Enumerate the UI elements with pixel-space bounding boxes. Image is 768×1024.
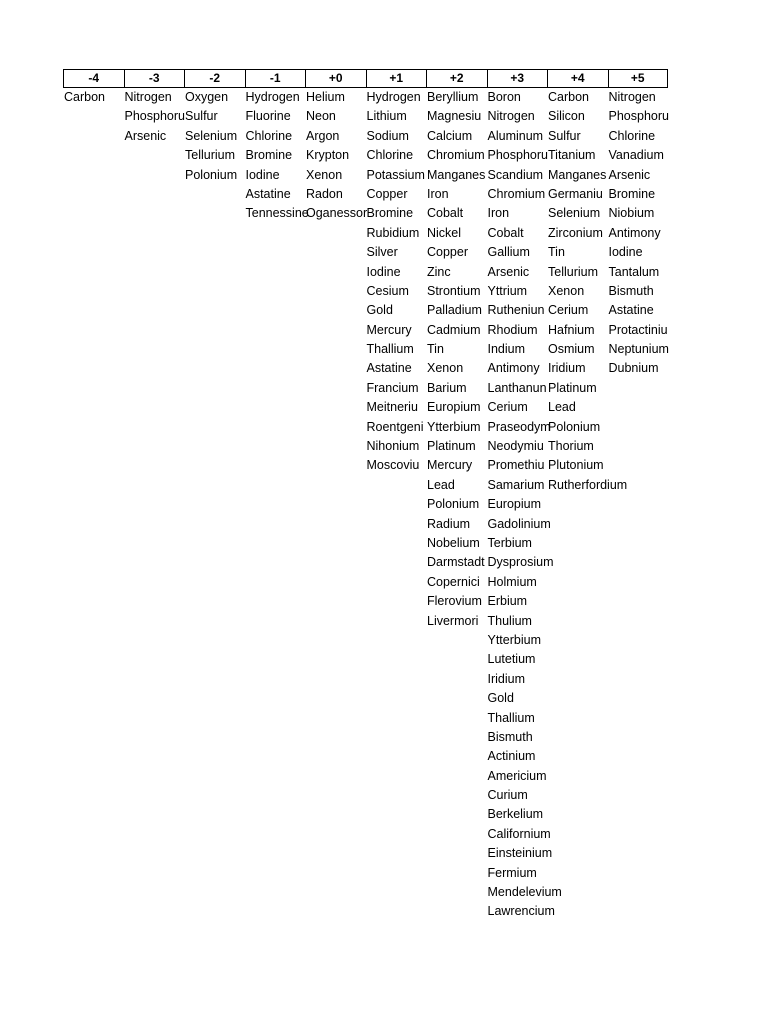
- element-cell[interactable]: Zirconium: [548, 225, 603, 240]
- element-cell[interactable]: Argon: [306, 128, 340, 143]
- element-cell[interactable]: Einsteinium: [487, 846, 553, 861]
- element-cell[interactable]: Ytterbium: [427, 419, 481, 434]
- element-cell[interactable]: Livermori: [427, 613, 479, 628]
- element-cell[interactable]: Polonium: [548, 419, 601, 434]
- element-cell[interactable]: Californium: [487, 826, 551, 841]
- element-cell[interactable]: Iodine: [608, 245, 643, 260]
- element-cell[interactable]: Rutherfordium: [548, 477, 628, 492]
- element-cell[interactable]: Meitneriu: [366, 400, 418, 415]
- element-cell[interactable]: Osmium: [548, 342, 595, 357]
- element-cell[interactable]: Selenium: [548, 206, 601, 221]
- element-cell[interactable]: Gadolinium: [487, 516, 551, 531]
- column-header[interactable]: +1: [366, 69, 427, 88]
- element-cell[interactable]: Copper: [427, 245, 468, 260]
- element-cell[interactable]: Moscoviu: [366, 458, 420, 473]
- element-cell[interactable]: Palladium: [427, 303, 482, 318]
- element-cell[interactable]: Rhodium: [487, 322, 538, 337]
- element-cell[interactable]: Xenon: [427, 361, 464, 376]
- element-cell[interactable]: Barium: [427, 380, 467, 395]
- element-cell[interactable]: Hafnium: [548, 322, 595, 337]
- element-cell[interactable]: Tantalum: [608, 264, 660, 279]
- element-cell[interactable]: Tellurium: [185, 148, 236, 163]
- element-cell[interactable]: Bismuth: [487, 729, 533, 744]
- element-cell[interactable]: Erbium: [487, 594, 528, 609]
- column-header[interactable]: -4: [63, 69, 124, 88]
- element-cell[interactable]: Arsenic: [124, 128, 167, 143]
- element-cell[interactable]: Roentgeni: [366, 419, 424, 434]
- element-cell[interactable]: Zinc: [427, 264, 451, 279]
- element-cell[interactable]: Nitrogen: [608, 90, 656, 104]
- element-cell[interactable]: Astatine: [245, 186, 291, 201]
- element-cell[interactable]: Sulfur: [185, 109, 218, 124]
- element-cell[interactable]: Hydrogen: [366, 90, 421, 104]
- element-cell[interactable]: Gold: [366, 303, 393, 318]
- column-minus-1: [245, 69, 309, 922]
- element-cell[interactable]: Copernici: [427, 574, 480, 589]
- element-cell[interactable]: Manganes: [548, 167, 607, 182]
- element-cell[interactable]: Cobalt: [427, 206, 464, 221]
- element-cell[interactable]: Calcium: [427, 128, 473, 143]
- element-cell[interactable]: Xenon: [306, 167, 343, 182]
- element-cell[interactable]: Gold: [487, 691, 514, 706]
- element-cell[interactable]: Manganes: [427, 167, 486, 182]
- element-cell[interactable]: Polonium: [185, 167, 238, 182]
- element-cell[interactable]: Praseodym: [487, 419, 551, 434]
- element-cell[interactable]: Aluminum: [487, 128, 544, 143]
- element-cell[interactable]: Phosphoru: [608, 109, 669, 124]
- element-cell[interactable]: Xenon: [548, 283, 585, 298]
- element-cell[interactable]: Arsenic: [487, 264, 530, 279]
- element-cell[interactable]: Helium: [306, 90, 345, 104]
- element-cell[interactable]: Phosphoru: [124, 109, 185, 124]
- element-cell[interactable]: Niobium: [608, 206, 655, 221]
- element-cell[interactable]: Mercury: [366, 322, 412, 337]
- element-cell[interactable]: Iodine: [366, 264, 401, 279]
- element-cell[interactable]: Beryllium: [427, 90, 479, 104]
- element-cell[interactable]: Flerovium: [427, 594, 482, 609]
- column-header[interactable]: -2: [184, 69, 245, 88]
- element-cell[interactable]: Cobalt: [487, 225, 524, 240]
- element-cell[interactable]: Strontium: [427, 283, 481, 298]
- column-minus-4: [63, 69, 124, 922]
- element-cell[interactable]: Silver: [366, 245, 398, 260]
- element-cell[interactable]: Hydrogen: [245, 90, 300, 104]
- column-zero: [305, 69, 366, 922]
- column-header[interactable]: +3: [487, 69, 548, 88]
- element-cell[interactable]: Carbon: [548, 90, 589, 104]
- element-cell[interactable]: Iron: [427, 186, 449, 201]
- column-plus-2: [426, 69, 487, 922]
- element-cell[interactable]: Radium: [427, 516, 471, 531]
- element-cell[interactable]: Astatine: [608, 303, 654, 318]
- element-cell[interactable]: Titanium: [548, 148, 596, 163]
- element-cell[interactable]: Platinum: [427, 439, 476, 454]
- column-header[interactable]: +0: [305, 69, 366, 88]
- element-cell[interactable]: Lanthanun: [487, 380, 547, 395]
- element-cell[interactable]: Neon: [306, 109, 336, 124]
- element-cell[interactable]: Rutheniun: [487, 303, 545, 318]
- element-cell[interactable]: Antimony: [608, 225, 661, 240]
- element-cell[interactable]: Magnesiu: [427, 109, 482, 124]
- element-cell[interactable]: Americium: [487, 768, 547, 783]
- element-cell[interactable]: Iron: [487, 206, 510, 221]
- element-cell[interactable]: Chlorine: [366, 148, 414, 163]
- element-cell[interactable]: Sodium: [366, 128, 409, 143]
- element-cell[interactable]: Phosphoru: [487, 148, 548, 163]
- element-cell[interactable]: Chlorine: [245, 128, 293, 143]
- column-minus-2: [184, 69, 245, 922]
- element-cell[interactable]: Thulium: [487, 613, 532, 628]
- element-cell[interactable]: Lithium: [366, 109, 407, 124]
- column-header[interactable]: +4: [547, 69, 608, 88]
- element-cell[interactable]: Sulfur: [548, 128, 581, 143]
- element-cell[interactable]: Lutetium: [487, 652, 536, 667]
- element-cell[interactable]: Chromium: [427, 148, 485, 163]
- element-cell[interactable]: Iridium: [548, 361, 586, 376]
- element-cell[interactable]: Iodine: [245, 167, 280, 182]
- element-cell[interactable]: Iridium: [487, 671, 526, 686]
- element-cell[interactable]: Mendelevium: [487, 885, 562, 900]
- element-cell[interactable]: Gallium: [487, 245, 530, 260]
- element-cell[interactable]: Thallium: [487, 710, 535, 725]
- column-header[interactable]: -3: [124, 69, 185, 88]
- element-cell[interactable]: Yttrium: [487, 283, 528, 298]
- oxidation-state-table: [63, 69, 668, 922]
- column-header[interactable]: -1: [245, 69, 306, 88]
- element-cell[interactable]: Potassium: [366, 167, 425, 182]
- element-cell[interactable]: Cerium: [548, 303, 589, 318]
- element-cell[interactable]: Chlorine: [608, 128, 656, 143]
- element-cell[interactable]: Oganessor: [306, 206, 368, 221]
- element-cell[interactable]: Antimony: [487, 361, 540, 376]
- element-cell[interactable]: Nitrogen: [124, 90, 172, 104]
- element-cell[interactable]: Cerium: [487, 400, 528, 415]
- element-cell[interactable]: Oxygen: [185, 90, 229, 104]
- element-cell[interactable]: Silicon: [548, 109, 585, 124]
- column-plus-5: [608, 69, 669, 922]
- element-cell[interactable]: Fermium: [487, 865, 537, 880]
- element-cell[interactable]: Lawrencium: [487, 904, 555, 919]
- element-cell[interactable]: Samarium: [487, 477, 545, 492]
- element-cell[interactable]: Bismuth: [608, 283, 654, 298]
- element-cell[interactable]: Krypton: [306, 148, 350, 163]
- column-header[interactable]: +2: [426, 69, 487, 88]
- element-cell[interactable]: Astatine: [366, 361, 412, 376]
- element-cell[interactable]: Plutonium: [548, 458, 604, 473]
- element-cell[interactable]: Scandium: [487, 167, 544, 182]
- element-cell[interactable]: Nobelium: [427, 535, 480, 550]
- element-cell[interactable]: Tennessine: [245, 206, 309, 221]
- element-cell[interactable]: Boron: [487, 90, 521, 104]
- element-cell[interactable]: Berkelium: [487, 807, 544, 822]
- element-cell[interactable]: Platinum: [548, 380, 597, 395]
- element-cell[interactable]: Neodymiu: [487, 439, 544, 454]
- element-cell[interactable]: Bromine: [245, 148, 293, 163]
- element-cell[interactable]: Polonium: [427, 497, 480, 512]
- element-cell[interactable]: Neptunium: [608, 342, 669, 357]
- element-cell[interactable]: Nitrogen: [487, 109, 535, 124]
- element-cell[interactable]: Holmium: [487, 574, 537, 589]
- column-header[interactable]: +5: [608, 69, 669, 88]
- element-cell[interactable]: Indium: [487, 342, 526, 357]
- element-cell[interactable]: Germaniu: [548, 186, 603, 201]
- element-cell[interactable]: Lead: [427, 477, 455, 492]
- element-cell[interactable]: Cadmium: [427, 322, 481, 337]
- element-cell[interactable]: Actinium: [487, 749, 536, 764]
- element-cell[interactable]: Copper: [366, 186, 408, 201]
- element-cell[interactable]: Tin: [548, 245, 565, 260]
- element-cell[interactable]: Rubidium: [366, 225, 420, 240]
- element-cell[interactable]: Bromine: [608, 186, 656, 201]
- element-cell[interactable]: Nihonium: [366, 439, 420, 454]
- element-cell[interactable]: Tin: [427, 342, 444, 357]
- element-cell[interactable]: Ytterbium: [487, 632, 541, 647]
- element-cell[interactable]: Vanadium: [608, 148, 664, 163]
- element-cell[interactable]: Thallium: [366, 342, 414, 357]
- element-cell[interactable]: Darmstadt: [427, 555, 485, 570]
- element-cell[interactable]: Chromium: [487, 186, 546, 201]
- element-cell[interactable]: Terbium: [487, 535, 532, 550]
- element-cell[interactable]: Selenium: [185, 128, 238, 143]
- element-cell[interactable]: Arsenic: [608, 167, 651, 182]
- element-cell[interactable]: Dysprosium: [487, 555, 554, 570]
- element-cell[interactable]: Promethiu: [487, 458, 545, 473]
- element-cell[interactable]: Tellurium: [548, 264, 599, 279]
- element-cell[interactable]: Dubnium: [608, 361, 659, 376]
- element-cell[interactable]: Thorium: [548, 439, 594, 454]
- element-cell[interactable]: Curium: [487, 788, 528, 803]
- element-cell[interactable]: Radon: [306, 186, 343, 201]
- element-cell[interactable]: Carbon: [64, 90, 105, 104]
- element-cell[interactable]: Europium: [487, 497, 541, 512]
- element-cell[interactable]: Bromine: [366, 206, 414, 221]
- column-plus-1: [366, 69, 427, 922]
- element-cell[interactable]: Mercury: [427, 458, 473, 473]
- element-cell[interactable]: Cesium: [366, 283, 409, 298]
- element-cell[interactable]: Europium: [427, 400, 481, 415]
- element-cell[interactable]: Francium: [366, 380, 419, 395]
- column-minus-3: [124, 69, 185, 922]
- element-cell[interactable]: Fluorine: [245, 109, 291, 124]
- element-cell[interactable]: Nickel: [427, 225, 462, 240]
- element-cell[interactable]: Protactiniu: [608, 322, 668, 337]
- element-cell[interactable]: Lead: [548, 400, 576, 415]
